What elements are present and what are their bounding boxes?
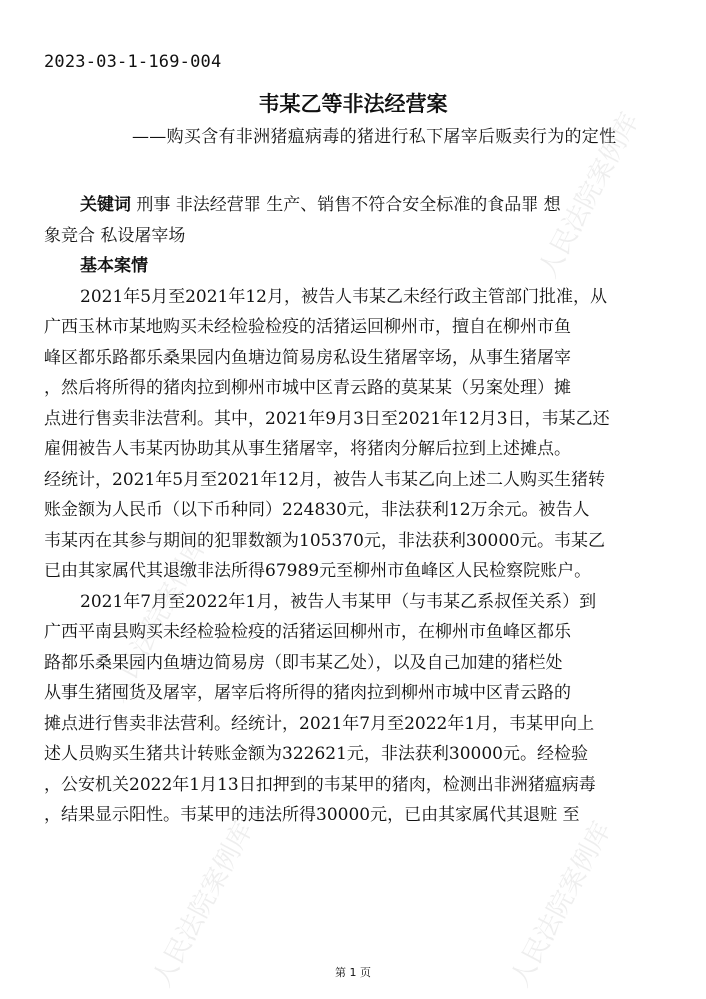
paragraph-line: ，然后将所得的猪肉拉到柳州市城中区青云路的莫某某（另案处理）摊: [44, 378, 571, 398]
paragraph-line: 2021年5月至2021年12月，被告人韦某乙未经行政主管部门批准，从: [80, 286, 607, 307]
paragraph-line: 述人员购买生猪共计转账金额为322621元，非法获利30000元。经检验: [44, 744, 588, 764]
paragraph-line: ，公安机关2022年1月13日扣押到的韦某甲的猪肉，检测出非洲猪瘟病毒: [44, 774, 596, 795]
paragraph-line: 广西平南县购买未经检验检疫的活猪运回柳州市，在柳州市鱼峰区都乐: [44, 622, 571, 642]
paragraph-line: 韦某丙在其参与期间的犯罪数额为105370元，非法获利30000元。韦某乙: [44, 530, 605, 551]
paragraph-line: 账金额为人民币（以下币种同）224830元，非法获利12万余元。被告人: [44, 500, 590, 520]
paragraph-line: 点进行售卖非法营利。其中，2021年9月3日至2021年12月3日，韦某乙还: [44, 408, 610, 429]
paragraph-line: 摊点进行售卖非法营利。经统计，2021年7月至2022年1月，韦某甲向上: [44, 713, 595, 734]
keywords-label: 关键词: [80, 195, 131, 215]
paragraph-line: 经统计，2021年5月至2021年12月，被告人韦某乙向上述二人购买生猪转: [44, 469, 605, 490]
paragraph-line: 已由其家属代其退缴非法所得67989元至柳州市鱼峰区人民检察院账户。: [44, 561, 592, 581]
keywords-line: [44, 190, 662, 221]
document-subtitle: ——购买含有非洲猪瘟病毒的猪进行私下屠宰后贩卖行为的定性: [132, 127, 617, 147]
watermark: 人民法院案例库: [505, 817, 618, 992]
paragraph-line: 路都乐桑果园内鱼塘边简易房（即韦某乙处），以及自己加建的猪栏处: [44, 652, 563, 673]
watermark: 人民法院案例库: [533, 108, 646, 283]
watermark: 人民法院案例库: [101, 532, 214, 707]
document-body: [44, 190, 662, 831]
keywords-text: 刑事 非法经营罪 生产、销售不符合安全标准的食品罪 想: [136, 195, 561, 215]
paragraph-line: 雇佣被告人韦某丙协助其从事生猪屠宰，将猪肉分解后拉到上述摊点。: [44, 439, 571, 459]
document-title: 韦某乙等非法经营案: [258, 92, 448, 116]
paragraph-line: 从事生猪囤货及屠宰，屠宰后将所得的猪肉拉到柳州市城中区青云路的: [44, 683, 571, 703]
page-number: 第 1 页: [335, 966, 371, 979]
paragraph-line: 峰区都乐路都乐桑果园内鱼塘边简易房私设生猪屠宰场，从事生猪屠宰: [44, 347, 571, 368]
paragraph-line: 2021年7月至2022年1月，被告人韦某甲（与韦某乙系叔侄关系）到: [80, 591, 597, 612]
paragraph-line: 广西玉林市某地购买未经检验检疫的活猪运回柳州市，擅自在柳州市鱼: [44, 317, 571, 337]
section-heading: 基本案情: [80, 256, 148, 276]
keywords-line-continued: 象竞合 私设屠宰场: [44, 225, 186, 246]
paragraph-line: ，结果显示阳性。韦某甲的违法所得30000元，已由其家属代其退赃 至: [44, 805, 580, 825]
case-number: 2023-03-1-169-004: [44, 52, 222, 72]
watermark: 人民法院案例库: [147, 817, 260, 992]
